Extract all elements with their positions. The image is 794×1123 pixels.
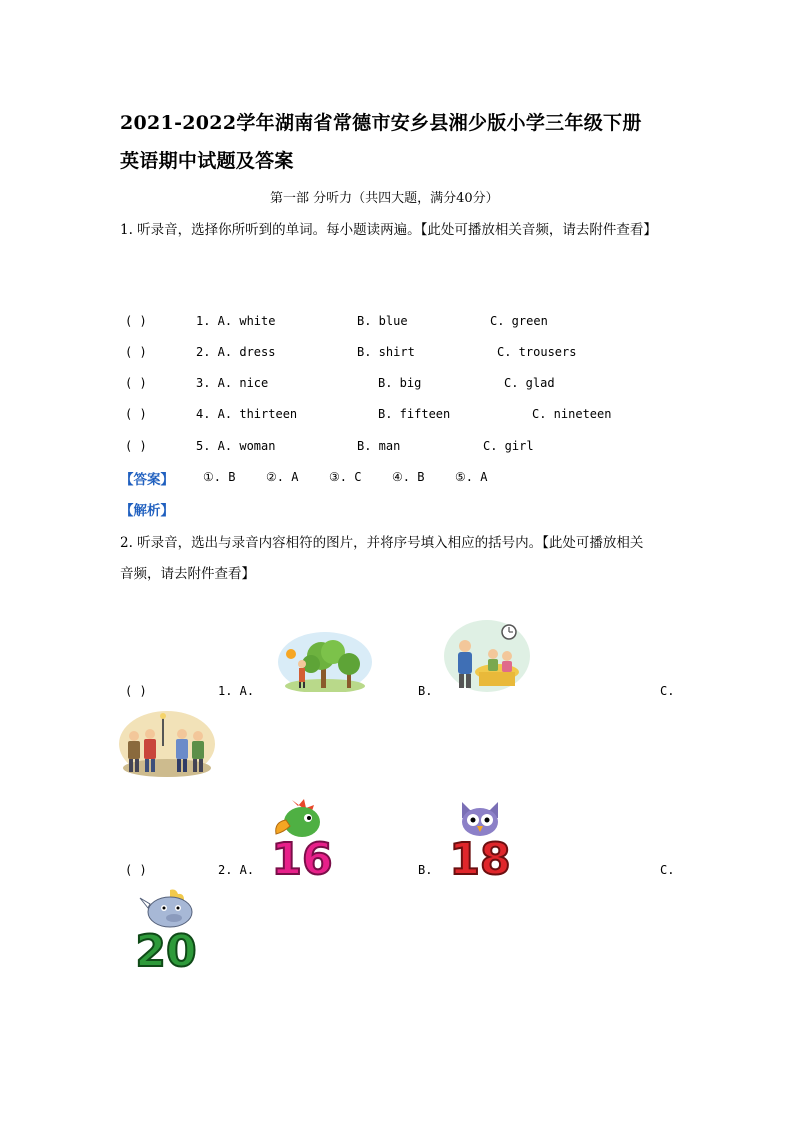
item-option-a: 3. A. nice bbox=[196, 376, 269, 390]
item-option-c: C. trousers bbox=[497, 345, 577, 359]
item-paren[interactable]: ( ) bbox=[125, 376, 147, 390]
item-option-b: B. blue bbox=[357, 314, 408, 328]
owl-18-picture[interactable] bbox=[440, 796, 520, 878]
item-option-b: B. shirt bbox=[357, 345, 415, 359]
document-title-line1: 2021-2022学年湖南省常德市安乡县湘少版小学三年级下册 bbox=[120, 112, 642, 134]
walking-scene-picture[interactable] bbox=[118, 710, 216, 778]
parrot-16-picture[interactable] bbox=[262, 796, 342, 878]
answer-4: ④. B bbox=[392, 470, 425, 484]
item-option-c: C. nineteen bbox=[532, 407, 612, 421]
document-title-line2: 英语期中试题及答案 bbox=[120, 150, 294, 172]
item-option-c: C. glad bbox=[504, 376, 555, 390]
item-option-a: 1. A. white bbox=[196, 314, 276, 328]
analysis-label: 【解析】 bbox=[120, 503, 174, 519]
answer-1: ①. B bbox=[203, 470, 236, 484]
q2-row1-c-label: C. bbox=[660, 684, 675, 698]
item-option-b: B. big bbox=[378, 376, 422, 390]
item-paren[interactable]: ( ) bbox=[125, 439, 147, 453]
item-paren[interactable]: ( ) bbox=[125, 314, 147, 328]
question-2-prompt-line2: 音频，请去附件查看】 bbox=[120, 566, 255, 582]
tree-scene-picture[interactable] bbox=[277, 628, 373, 692]
q2-row2-label: 2. A. bbox=[218, 863, 255, 877]
item-option-c: C. green bbox=[490, 314, 548, 328]
q2-row1-b-label: B. bbox=[418, 684, 433, 698]
item-paren[interactable]: ( ) bbox=[125, 345, 147, 359]
answer-5: ⑤. A bbox=[455, 470, 488, 484]
rhino-20-picture[interactable] bbox=[124, 886, 210, 970]
q2-row1-paren[interactable]: ( ) bbox=[125, 684, 147, 698]
question-2-prompt-line1: 2. 听录音，选出与录音内容相符的图片，并将序号填入相应的括号内。【此处可播放相关 bbox=[120, 535, 644, 551]
number-18-text: 18 bbox=[449, 834, 511, 878]
answer-3: ③. C bbox=[329, 470, 362, 484]
q2-row2-c-label: C. bbox=[660, 863, 675, 877]
q2-row2-paren[interactable]: ( ) bbox=[125, 863, 147, 877]
section-heading: 第一部 分听力（共四大题，满分40分） bbox=[270, 191, 499, 206]
item-option-a: 4. A. thirteen bbox=[196, 407, 298, 421]
table-scene-picture[interactable] bbox=[443, 618, 531, 692]
q2-row2-b-label: B. bbox=[418, 863, 433, 877]
answer-label: 【答案】 bbox=[120, 472, 174, 488]
item-option-a: 2. A. dress bbox=[196, 345, 276, 359]
q2-row1-label: 1. A. bbox=[218, 684, 255, 698]
question-1-prompt: 1. 听录音，选择你所听到的单词。每小题读两遍。【此处可播放相关音频，请去附件查看】 bbox=[120, 222, 657, 238]
item-paren[interactable]: ( ) bbox=[125, 407, 147, 421]
number-20-text: 20 bbox=[135, 926, 197, 970]
number-16-text: 16 bbox=[271, 834, 333, 878]
item-option-c: C. girl bbox=[483, 439, 534, 453]
answer-2: ②. A bbox=[266, 470, 299, 484]
item-option-a: 5. A. woman bbox=[196, 439, 276, 453]
item-option-b: B. fifteen bbox=[378, 407, 451, 421]
item-option-b: B. man bbox=[357, 439, 401, 453]
